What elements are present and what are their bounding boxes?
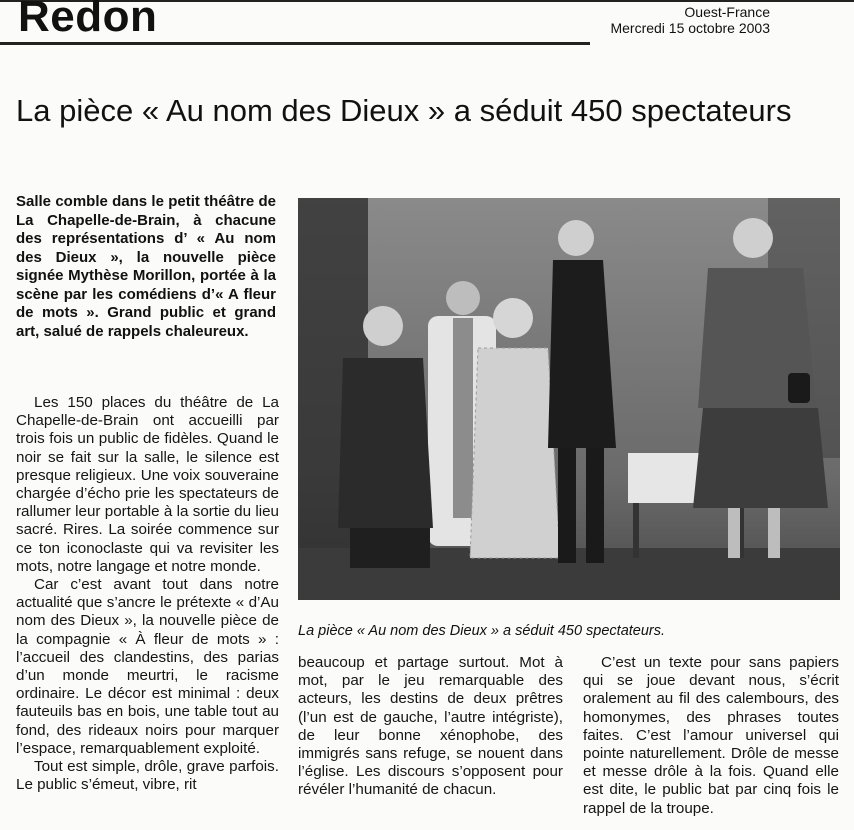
stage-photo — [298, 198, 840, 600]
masthead-underline — [0, 42, 590, 45]
stage-photo-image — [298, 198, 840, 600]
article-column-2 — [298, 654, 563, 800]
article-column-1 — [16, 394, 279, 794]
article-lead: Salle comble dans le petit théâtre de La Chapelle-de-Brain, à chacune des représentations d’ « Au nom des Dieux », la nouvelle pièce signée Mythèse Morillon, portée à la scène par les comédiens d’« A fleur de mots ». Grand public et grand art, salué de rappels chaleureux. — [16, 193, 276, 340]
photo-caption: La pièce « Au nom des Dieux » a séduit 450 spectateurs. — [298, 623, 666, 639]
article-column-3 — [583, 654, 839, 818]
paragraph: Tout est simple, drôle, grave parfois. Le public s’émeut, vibre, rit — [16, 758, 279, 794]
article-headline: La pièce « Au nom des Dieux » a séduit 450 spectateurs — [16, 93, 792, 128]
paragraph: beaucoup et partage surtout. Mot à mot, par le jeu remarquable des acteurs, les destins de deux prêtres (l’un est de gauche, l’autre intégriste), de leur bonne xénophobe, des immigrés sans refuge, se nouent dans l’église. Les discours s’opposent pour révéler l’humanité de chacun. — [298, 654, 563, 799]
paragraph: C’est un texte pour sans papiers qui se joue devant nous, s’écrit oralement au fil des calembours, des homonymes, des phrases toutes faites. C’est l’amour universel qui pointe naturellement. Drôle de messe et messe drôle à la fois. Quand elle est dite, le public bat par cinq fois le rappel de la troupe. — [583, 654, 839, 817]
paper-info — [610, 4, 770, 36]
publication-date: Mercredi 15 octobre 2003 — [610, 20, 770, 36]
paragraph: Les 150 places du théâtre de La Chapelle-de-Brain ont accueilli par trois fois un public de fidèles. Quand le noir se fait sur la salle, le silence est presque religieux. Une voix souveraine chargée d’écho prie les spectateurs de rallumer leur portable à la sortie du lieu sacré. Rires. La soirée commence sur ce ton iconoclaste qui va revisiter les mots, notre langage et notre monde. — [16, 394, 279, 575]
section-name: Redon — [18, 0, 158, 41]
masthead — [0, 0, 854, 44]
newspaper-name: Ouest-France — [684, 4, 770, 20]
paragraph: Car c’est avant tout dans notre actualité que s’ancre le prétexte « d’Au nom des Dieux », la nouvelle pièce de la compagnie « À fleur de mots » : l’accueil des clandestins, des parias d’un monde meurtri, le racisme ordinaire. Le décor est minimal : deux fauteuils bas en bois, une table tout au fond, des rideaux noirs pour marquer l’espace, remarquablement exploité. — [16, 576, 279, 757]
